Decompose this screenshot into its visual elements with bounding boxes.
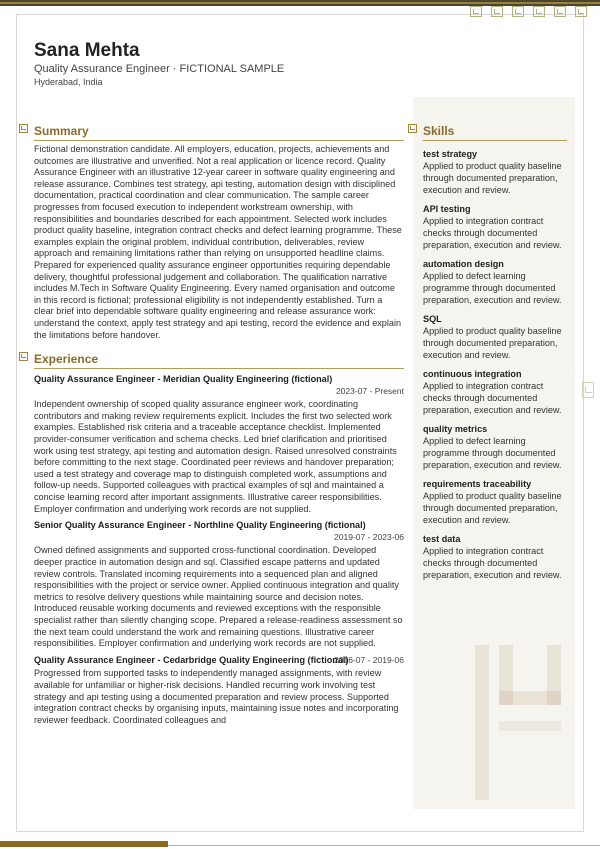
skill-item xyxy=(423,258,567,306)
experience-heading xyxy=(34,350,404,369)
skill-item xyxy=(423,203,567,251)
decor-glyph-row xyxy=(470,6,587,17)
skill-name: test data xyxy=(423,534,461,544)
skill-item xyxy=(423,478,567,526)
candidate-name: Sana Mehta xyxy=(34,40,140,61)
candidate-location: Hyderabad, India xyxy=(34,77,103,87)
experience-entry xyxy=(34,374,404,515)
skill-description: Applied to defect learning programme through documented preparation, execution and review. xyxy=(423,436,562,470)
section-title: Summary xyxy=(34,124,89,138)
skill-item xyxy=(423,313,567,361)
corner-square-icon xyxy=(19,124,28,133)
skills-heading xyxy=(423,122,567,141)
skill-item xyxy=(423,533,567,581)
corner-square-glyph-icon xyxy=(575,6,587,17)
summary-text: Fictional demonstration candidate. All employers, education, projects, achievements and outcomes are illustrative and unverified. Not a real application or licence record. Quality Assurance Engineer with an illustrative 12-year career in software quality engineering and release assurance. Combines test strategy, api testing, automation design with disciplined documentation, practical coordination and clear communication. The sample career progresses from focused execution to independent workstream ownership, with responsibilities and boundaries described for each appointment. Selected work includes product quality baseline, integration contract checks and defect learning programme. These examples explain the original problem, individual contribution, deliverables, review approach and remaining limitations rather than relying on unsupported headline claims. Prepared for experienced quality assurance engineer opportunities requiring dependable delivery, thoughtful professional judgement and collaboration. The qualification narrative includes M.Tech in Software Quality Engineering. Every named organisation and outcome in this record is fictional; professional eligibility is not independently established. Turn a clear brief into dependable software quality engineering and release assurance work: understand the context, apply test strategy and api testing, record the evidence and explain the limitations before handover. xyxy=(34,144,402,340)
skill-name: SQL xyxy=(423,314,442,324)
corner-square-glyph-icon xyxy=(533,6,545,17)
bottom-line xyxy=(168,845,600,846)
bottom-bar xyxy=(0,841,168,847)
job-dates: 2016-07 - 2019-06 xyxy=(334,654,404,665)
skill-name: automation design xyxy=(423,259,504,269)
skills-column xyxy=(423,122,567,581)
candidate-headline: Quality Assurance Engineer · FICTIONAL SAMPLE xyxy=(34,63,285,75)
skill-description: Applied to product quality baseline through documented preparation, execution and review. xyxy=(423,161,562,195)
skill-description: Applied to integration contract checks through documented preparation, execution and review. xyxy=(423,381,562,415)
skill-description: Applied to product quality baseline through documented preparation, execution and review. xyxy=(423,326,562,360)
corner-square-glyph-icon xyxy=(491,6,503,17)
skill-item xyxy=(423,148,567,196)
skill-description: Applied to integration contract checks through documented preparation, execution and review. xyxy=(423,216,562,250)
experience-entry xyxy=(34,655,404,727)
section-title: Skills xyxy=(423,124,455,138)
job-description: Progressed from supported tasks to independently managed assignments, with review available for unfamiliar or higher-risk decisions. Handled recurring work involving test strategy and api testing using a documented preparation and review process. Supported integration contract checks by organising inputs, maintaining issue notes and incorporating reviewer feedback. Coordinated colleagues and xyxy=(34,668,399,725)
main-column xyxy=(34,122,404,726)
skill-name: API testing xyxy=(423,204,471,214)
corner-square-glyph-icon xyxy=(470,6,482,17)
job-title: Quality Assurance Engineer - Cedarbridge Quality Engineering (fictional) xyxy=(34,654,349,665)
job-dates: 2023-07 - Present xyxy=(335,385,404,396)
corner-square-icon xyxy=(19,352,28,361)
corner-square-icon xyxy=(408,124,417,133)
skill-description: Applied to product quality baseline through documented preparation, execution and review. xyxy=(423,491,562,525)
corner-square-glyph-icon xyxy=(554,6,566,17)
skill-item xyxy=(423,423,567,471)
job-description: Owned defined assignments and supported cross-functional coordination. Developed deeper practice in automation design and sql. Classified escape patterns and updated review controls. Translated incoming requirements into a sequenced plan and aligned responsibilities with the project or service owner. Applied continuous integration and quality metrics to resolve delivery questions while maintaining source and decision notes. Introduced reusable working documents and reviewed exceptions with the responsible specialist rather than silently changing scope. Prepared a release-readiness assessment so the next team could understand the work and remaining questions. Illustrative career responsibilities. Employer confirmation and underlying work records are not supplied. xyxy=(34,545,403,649)
skill-description: Applied to defect learning programme through documented preparation, execution and review. xyxy=(423,271,562,305)
job-title: Quality Assurance Engineer - Meridian Quality Engineering (fictional) xyxy=(34,374,333,385)
top-accent-line xyxy=(0,2,600,4)
corner-square-glyph-icon xyxy=(512,6,524,17)
summary-heading xyxy=(34,122,404,141)
resume-header xyxy=(34,40,414,87)
skill-item xyxy=(423,368,567,416)
section-title: Experience xyxy=(34,352,99,367)
experience-entry xyxy=(34,520,404,650)
skill-description: Applied to integration contract checks through documented preparation, execution and review. xyxy=(423,546,562,580)
skill-name: continuous integration xyxy=(423,369,522,379)
job-title: Senior Quality Assurance Engineer - Northline Quality Engineering (fictional) xyxy=(34,520,366,531)
side-glyph-icon xyxy=(582,382,594,398)
job-dates: 2019-07 - 2023-06 xyxy=(334,531,404,542)
skill-name: quality metrics xyxy=(423,424,488,434)
decor-pattern xyxy=(475,645,561,800)
job-description: Independent ownership of scoped quality assurance engineer work, coordinating contributors and making review requirements explicit. Includes the first two selected work examples. Established risk criteria and a traceable acceptance checklist. Implemented provider-consumer verification and schema checks. Led brief clarification and prioritised work using test strategy, api testing and automation design. Raised unresolved constraints before committing to the next stage. Coordinated peer reviews and handover preparation; used a test strategy and coverage map to distinguish completed work, assumptions and follow-up needs. Supported colleagues with practical examples of sql and maintained a concise learning record after important assignments. Illustrative career responsibilities. Employer confirmation and underlying work records are not supplied. xyxy=(34,399,397,514)
skill-name: requirements traceability xyxy=(423,479,532,489)
skill-name: test strategy xyxy=(423,149,478,159)
